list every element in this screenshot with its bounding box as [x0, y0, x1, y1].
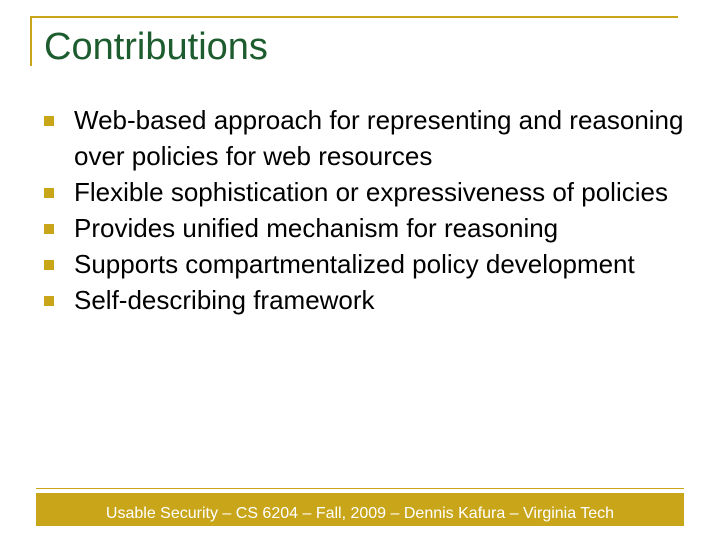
- bullet-text: Supports compartmentalized policy development: [74, 249, 635, 279]
- bullet-item: [44, 174, 684, 210]
- bullet-text: Web-based approach for representing and reasoning over policies for web resources: [74, 105, 684, 171]
- bullet-item: [44, 246, 684, 282]
- bullet-text: Flexible sophistication or expressiveness of policies: [74, 177, 668, 207]
- bullet-item: [44, 210, 684, 246]
- title-frame-top-line: [30, 16, 678, 18]
- slide-title: Contributions: [44, 26, 268, 68]
- bullet-list: [44, 102, 684, 318]
- square-bullet-icon: [44, 116, 54, 126]
- bullet-text: Provides unified mechanism for reasoning: [74, 213, 559, 243]
- bullet-item: [44, 282, 684, 318]
- bullet-text: Self-describing framework: [74, 285, 375, 315]
- title-frame-left-line: [30, 16, 32, 66]
- square-bullet-icon: [44, 188, 54, 198]
- slide-footer: Usable Security – CS 6204 – Fall, 2009 – Dennis Kafura – Virginia Tech: [36, 493, 684, 526]
- square-bullet-icon: [44, 296, 54, 306]
- bullet-item: [44, 102, 684, 174]
- footer-divider: [36, 488, 684, 489]
- square-bullet-icon: [44, 224, 54, 234]
- square-bullet-icon: [44, 260, 54, 270]
